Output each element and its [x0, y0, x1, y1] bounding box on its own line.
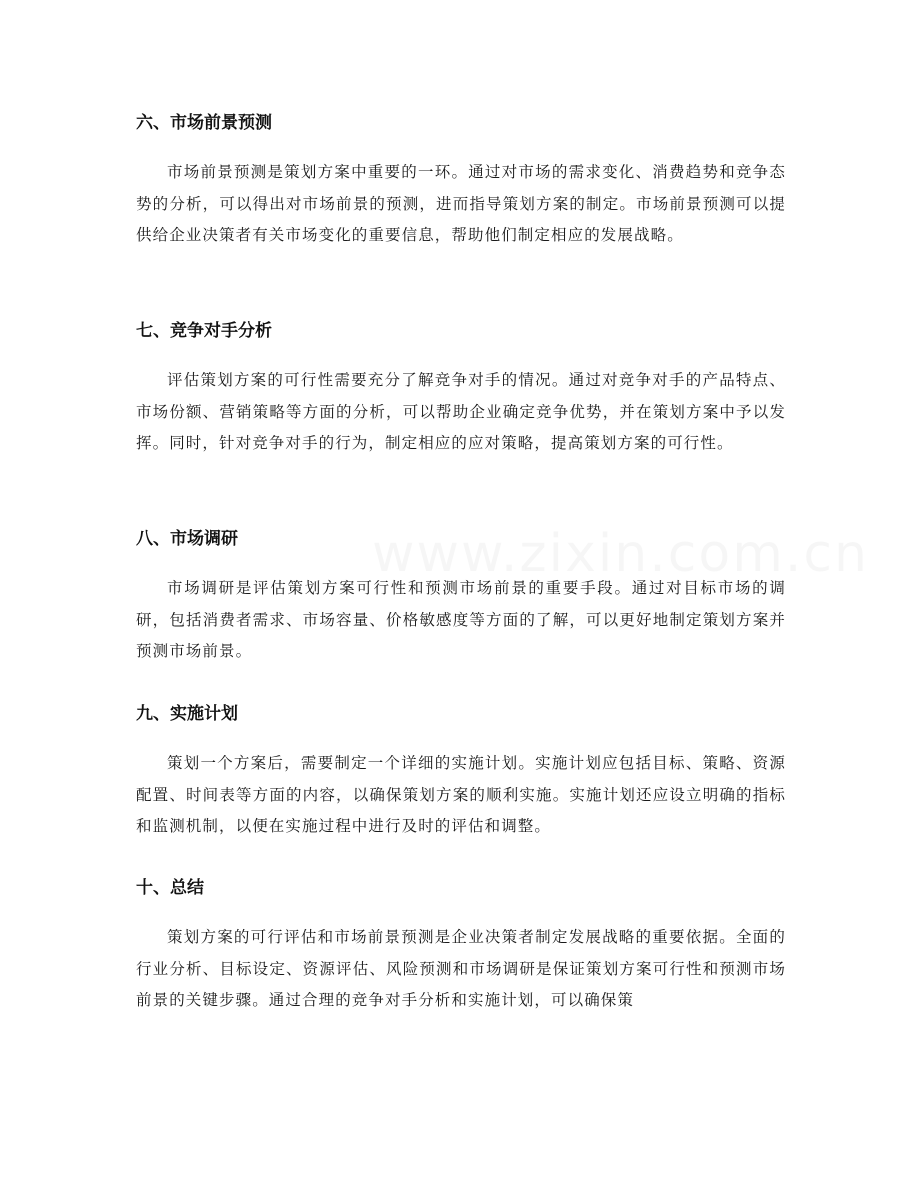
section-paragraph: 策划一个方案后，需要制定一个详细的实施计划。实施计划应包括目标、策略、资源配置、时间表等方面的内容，以确保策划方案的顺利实施。实施计划还应设立明确的指标和监测机制，以便在实施过程中进行及时的评估和调整。	[136, 754, 786, 835]
section-paragraph: 市场前景预测是策划方案中重要的一环。通过对市场的需求变化、消费趋势和竞争态势的分析，可以得出对市场前景的预测，进而指导策划方案的制定。市场前景预测可以提供给企业决策者有关市场变化的重要信息，帮助他们制定相应的发展战略。	[136, 163, 786, 244]
section-heading: 八、市场调研	[136, 529, 238, 549]
section-market-outlook	[136, 111, 786, 252]
section-paragraph: 策划方案的可行评估和市场前景预测是企业决策者制定发展战略的重要依据。全面的行业分析、目标设定、资源评估、风险预测和市场调研是保证策划方案可行性和预测市场前景的关键步骤。通过合理的竞争对手分析和实施计划，可以确保策	[136, 928, 786, 1009]
section-competitor-analysis	[136, 319, 786, 460]
section-paragraph: 评估策划方案的可行性需要充分了解竞争对手的情况。通过对竞争对手的产品特点、市场份额、营销策略等方面的分析，可以帮助企业确定竞争优势，并在策划方案中予以发挥。同时，针对竞争对手的行为，制定相应的应对策略，提高策划方案的可行性。	[136, 371, 786, 452]
section-heading: 十、总结	[136, 878, 204, 898]
section-market-research	[136, 527, 786, 668]
section-paragraph: 市场调研是评估策划方案可行性和预测市场前景的重要手段。通过对目标市场的调研，包括消费者需求、市场容量、价格敏感度等方面的了解，可以更好地制定策划方案并预测市场前景。	[136, 579, 786, 660]
section-summary	[136, 876, 786, 1017]
section-heading: 七、竞争对手分析	[136, 321, 272, 341]
section-heading: 六、市场前景预测	[136, 113, 272, 133]
section-heading: 九、实施计划	[136, 704, 238, 724]
section-implementation-plan	[136, 702, 786, 843]
